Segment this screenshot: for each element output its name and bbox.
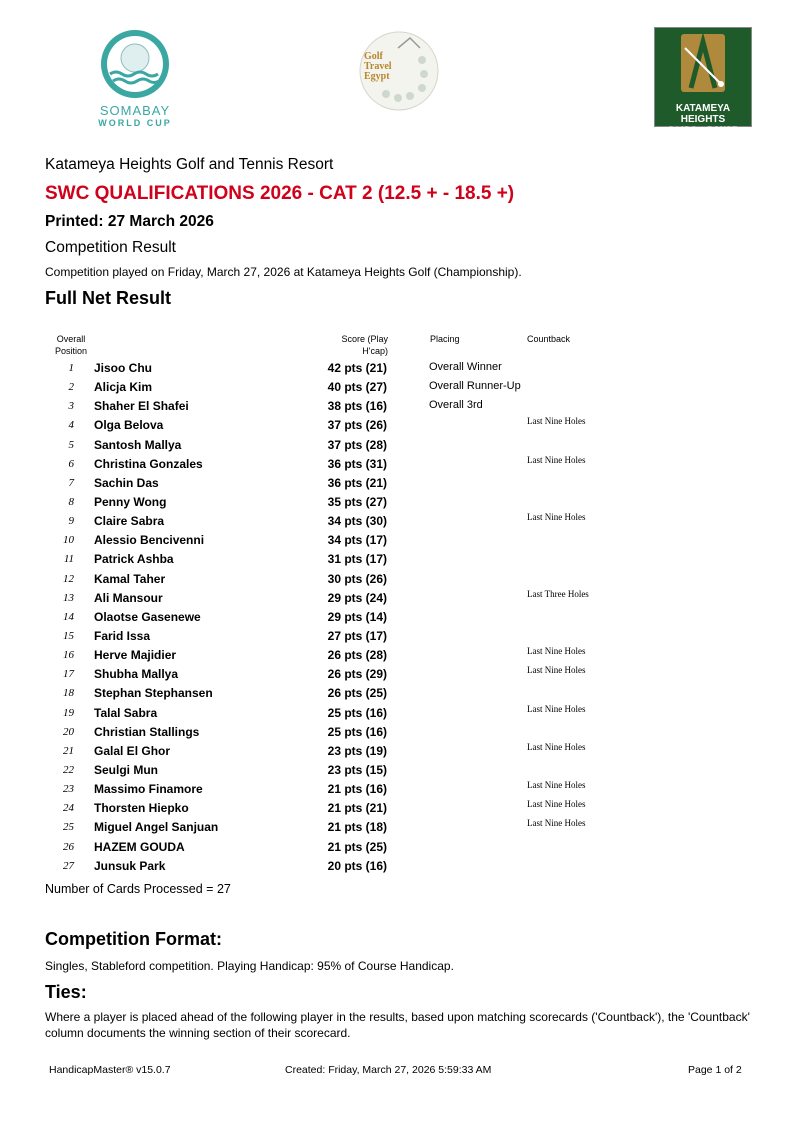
row-player-name: Christian Stallings [94, 724, 200, 739]
row-position: 15 [63, 629, 74, 642]
table-row [0, 494, 794, 513]
somabay-emblem-icon [80, 28, 190, 98]
format-text: Singles, Stableford competition. Playing Handicap: 95% of Course Handicap. [45, 959, 454, 973]
table-row [0, 724, 794, 743]
row-placing: Overall 3rd [429, 399, 483, 412]
row-countback: Last Nine Holes [527, 741, 586, 752]
table-row [0, 647, 794, 666]
row-position: 11 [63, 553, 74, 566]
row-score: 34 pts (17) [327, 533, 387, 548]
header-overall-position [46, 333, 96, 357]
footer-page: Page 1 of 2 [688, 1064, 742, 1076]
header-placing: Placing [430, 334, 460, 344]
row-position: 13 [63, 591, 74, 604]
row-countback: Last Nine Holes [527, 780, 586, 791]
row-score: 21 pts (21) [327, 801, 387, 816]
row-placing: Overall Winner [429, 361, 502, 373]
row-player-name: Herve Majidier [94, 648, 177, 663]
table-row [0, 762, 794, 781]
header-position-line1: Overall [56, 334, 86, 344]
row-countback: Last Nine Holes [527, 703, 586, 714]
venue-name: Katameya Heights Golf and Tennis Resort [45, 156, 334, 173]
row-player-name: Farid Issa [94, 628, 151, 643]
table-row [0, 571, 794, 590]
row-countback: Last Nine Holes [527, 818, 586, 829]
row-placing: Overall Runner-Up [429, 380, 521, 393]
row-countback: Last Three Holes [527, 588, 589, 599]
row-player-name: Ali Mansour [94, 590, 163, 605]
row-position: 21 [63, 744, 74, 757]
competition-result-label: Competition Result [45, 239, 176, 256]
ties-text: Where a player is placed ahead of the following player in the results, based upon matching scorecards ('Countback'), the 'Countback' column documents the winning section of their scorecard. [45, 1010, 750, 1040]
table-row [0, 532, 794, 551]
table-row [0, 437, 794, 456]
row-score: 26 pts (28) [327, 648, 387, 663]
row-position: 10 [63, 534, 74, 547]
header-score-line1: Score (Play [341, 334, 388, 344]
row-score: 27 pts (17) [327, 628, 387, 643]
row-countback: Last Nine Holes [527, 454, 586, 465]
table-row [0, 781, 794, 800]
row-position: 4 [68, 419, 74, 432]
row-countback: Last Nine Holes [527, 665, 586, 676]
row-score: 38 pts (16) [327, 399, 387, 414]
somabay-logo [80, 28, 190, 128]
row-position: 14 [63, 610, 74, 623]
footer-created: Created: Friday, March 27, 2026 5:59:33 AM [285, 1064, 492, 1076]
row-player-name: Claire Sabra [94, 514, 165, 529]
row-countback: Last Nine Holes [527, 512, 586, 523]
header-score-line2: H'cap) [362, 346, 388, 356]
competition-title: SWC QUALIFICATIONS 2026 - CAT 2 (12.5 + - 18.5 +) [45, 183, 515, 204]
golfer-emblem-icon [655, 28, 751, 98]
row-position: 12 [63, 572, 74, 585]
row-score: 30 pts (26) [327, 571, 387, 586]
row-score: 29 pts (24) [327, 590, 387, 605]
row-score: 21 pts (25) [327, 839, 387, 854]
table-row [0, 858, 794, 877]
table-row [0, 609, 794, 628]
table-row [0, 590, 794, 609]
row-score: 29 pts (14) [327, 609, 387, 624]
row-score: 26 pts (25) [327, 686, 387, 701]
row-position: 26 [63, 840, 74, 853]
row-player-name: Christina Gonzales [94, 456, 203, 471]
row-player-name: Galal El Ghor [94, 743, 171, 758]
katameya-line2: CAIRO - EGYPT [667, 125, 739, 134]
row-position: 27 [63, 859, 74, 872]
table-row [0, 743, 794, 762]
row-player-name: Talal Sabra [94, 705, 158, 720]
table-row [0, 360, 794, 379]
section-title: Full Net Result [45, 288, 172, 308]
header-score [330, 333, 388, 357]
katameya-line1: KATAMEYA HEIGHTS [675, 103, 731, 125]
row-player-name: Alicja Kim [94, 380, 153, 395]
table-row [0, 475, 794, 494]
row-position: 9 [68, 515, 74, 528]
table-row [0, 398, 794, 417]
played-line: Competition played on Friday, March 27, 2026 at Katameya Heights Golf (Championship). [45, 265, 522, 279]
row-position: 25 [63, 821, 74, 834]
results-table [0, 360, 794, 877]
row-player-name: Thorsten Hiepko [94, 801, 189, 816]
row-position: 22 [63, 763, 74, 776]
table-row [0, 705, 794, 724]
footer-software: HandicapMaster® v15.0.7 [49, 1064, 171, 1076]
row-countback: Last Nine Holes [527, 799, 586, 810]
table-row [0, 379, 794, 398]
row-position: 16 [63, 649, 74, 662]
ties-heading: Ties: [45, 982, 87, 1002]
table-row [0, 800, 794, 819]
row-player-name: Stephan Stephansen [94, 686, 213, 701]
header-countback: Countback [527, 334, 571, 344]
row-player-name: Junsuk Park [94, 858, 166, 873]
row-player-name: Alessio Bencivenni [94, 533, 205, 548]
golf-travel-egypt-logo [358, 30, 440, 112]
row-countback: Last Nine Holes [527, 416, 586, 427]
row-player-name: Penny Wong [94, 494, 167, 509]
row-position: 24 [63, 802, 74, 815]
row-score: 31 pts (17) [327, 552, 387, 567]
golf-travel-text: Golf Travel Egypt [364, 51, 392, 82]
row-score: 36 pts (21) [327, 475, 387, 490]
row-score: 40 pts (27) [327, 380, 387, 395]
cards-processed: Number of Cards Processed = 27 [45, 882, 231, 896]
somabay-line2: WORLD CUP [98, 118, 172, 128]
row-player-name: HAZEM GOUDA [94, 839, 185, 854]
header-position-line2: Position [54, 346, 88, 356]
row-player-name: Jisoo Chu [94, 361, 153, 375]
row-score: 35 pts (27) [327, 494, 387, 509]
row-position: 8 [68, 495, 74, 508]
row-score: 36 pts (31) [327, 456, 387, 471]
row-player-name: Massimo Finamore [94, 782, 203, 797]
table-row [0, 551, 794, 570]
row-player-name: Olga Belova [94, 418, 164, 433]
row-position: 5 [68, 438, 74, 451]
row-player-name: Olaotse Gasenewe [94, 609, 201, 624]
row-player-name: Sachin Das [94, 475, 159, 490]
row-score: 25 pts (16) [327, 724, 387, 739]
row-position: 18 [63, 687, 74, 700]
row-score: 26 pts (29) [327, 667, 387, 682]
row-player-name: Miguel Angel Sanjuan [94, 820, 219, 835]
table-row [0, 819, 794, 838]
row-position: 20 [63, 725, 74, 738]
row-position: 1 [68, 362, 74, 374]
row-score: 25 pts (16) [327, 705, 387, 720]
row-player-name: Santosh Mallya [94, 437, 182, 452]
row-position: 23 [63, 783, 74, 796]
row-player-name: Shaher El Shafei [94, 399, 189, 414]
row-score: 42 pts (21) [327, 361, 387, 375]
somabay-line1: SOMABAY [99, 103, 171, 118]
table-row [0, 666, 794, 685]
row-position: 7 [68, 476, 74, 489]
row-player-name: Kamal Taher [94, 571, 166, 586]
row-position: 3 [68, 400, 74, 413]
row-score: 20 pts (16) [327, 858, 387, 873]
row-score: 23 pts (19) [327, 743, 387, 758]
katameya-heights-logo [654, 27, 752, 134]
table-row [0, 513, 794, 532]
printed-date: Printed: 27 March 2026 [45, 213, 214, 230]
row-score: 34 pts (30) [327, 514, 387, 529]
table-row [0, 456, 794, 475]
table-row [0, 685, 794, 704]
row-score: 21 pts (18) [327, 820, 387, 835]
row-position: 2 [68, 381, 74, 394]
row-score: 21 pts (16) [327, 782, 387, 797]
format-heading: Competition Format: [45, 929, 222, 949]
row-score: 23 pts (15) [327, 762, 387, 777]
row-player-name: Patrick Ashba [94, 552, 174, 567]
row-position: 19 [63, 706, 74, 719]
row-score: 37 pts (26) [327, 418, 387, 433]
row-position: 17 [63, 668, 74, 681]
table-row [0, 839, 794, 858]
table-row [0, 628, 794, 647]
row-player-name: Shubha Mallya [94, 667, 179, 682]
row-countback: Last Nine Holes [527, 646, 586, 657]
row-position: 6 [68, 457, 74, 470]
table-row [0, 417, 794, 436]
row-player-name: Seulgi Mun [94, 762, 158, 777]
row-score: 37 pts (28) [327, 437, 387, 452]
